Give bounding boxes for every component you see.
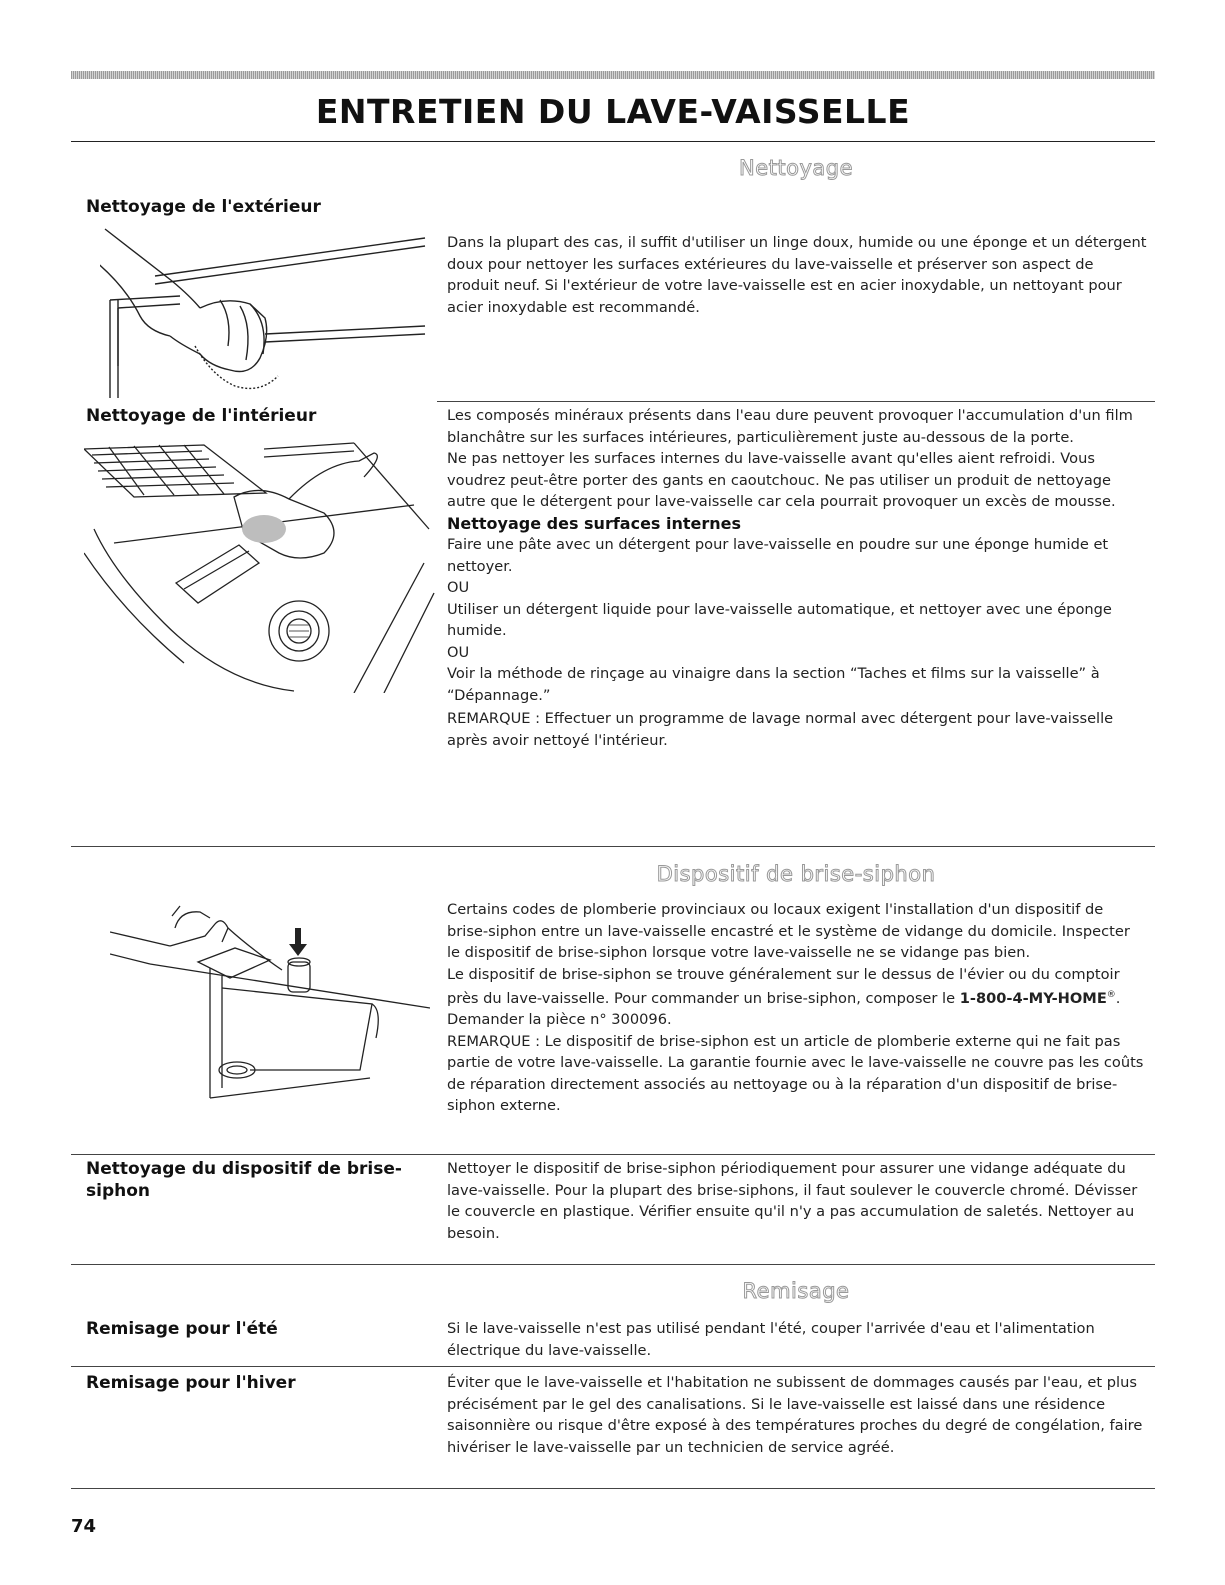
interior-paragraph-3: Faire une pâte avec un détergent pour lave-vaisselle en poudre sur une éponge humide et nettoyer. — [447, 536, 1109, 575]
air-gap-illustration — [110, 898, 430, 1108]
interior-paragraph-2: Ne pas nettoyer les surfaces internes du lave-vaisselle avant qu'elles aient refroidi. Vous voudrez peut-être porter des gants en caoutchouc. Ne pas utiliser un produit de nettoyage autre que le détergent pour lave-vaisselle car cela pourrait provoquer un excès de mousse. — [447, 450, 1116, 510]
page-title: ENTRETIEN DU LAVE-VAISSELLE — [315, 92, 911, 131]
interior-subheading: Nettoyage des surfaces internes — [447, 513, 742, 533]
section-title-air-gap: Dispositif de brise-siphon — [656, 862, 936, 886]
air-gap-paragraph-2-start: Le dispositif de brise-siphon se trouve généralement sur le dessus de l'évier ou du comptoir près du lave-vaisselle. Pour commander un brise-siphon, composer le — [447, 965, 1120, 1007]
title-rule — [71, 141, 1155, 142]
label-exterior-cleaning: Nettoyage de l'extérieur — [86, 197, 321, 217]
label-summer-storage: Remisage pour l'été — [86, 1319, 278, 1339]
exterior-divider — [437, 401, 1155, 402]
air-gap-paragraph-2-end: . Demander la pièce n° 300096. — [447, 989, 1121, 1029]
air-gap-text — [447, 899, 1147, 1117]
label-winter-storage: Remisage pour l'hiver — [86, 1373, 296, 1393]
air-gap-paragraph-2 — [447, 964, 1147, 1031]
winter-storage-rule — [71, 1366, 1155, 1367]
interior-paragraph-1: Les composés minéraux présents dans l'eau dure peuvent provoquer l'accumulation d'un film blanchâtre sur les surfaces intérieures, particulièrement juste au-dessous de la porte. — [447, 407, 1133, 446]
interior-paragraph-4: Utiliser un détergent liquide pour lave-vaisselle automatique, et nettoyer avec une éponge humide. — [447, 600, 1112, 639]
top-decorative-bar — [71, 71, 1155, 79]
interior-note: REMARQUE : Effectuer un programme de lavage normal avec détergent pour lave-vaisselle après avoir nettoyé l'intérieur. — [447, 710, 1114, 749]
phone-number: 1-800-4-MY-HOME — [959, 989, 1107, 1007]
air-gap-cleaning-text: Nettoyer le dispositif de brise-siphon périodiquement pour assurer une vidange adéquate du lave-vaisselle. Pour la plupart des brise-siphons, il faut soulever le couvercle chromé. Dévisser le couvercle en plastique. Vérifier ensuite qu'il n'y a pas accumulation de saletés. Nettoyer au besoin. — [447, 1160, 1138, 1242]
summer-storage-text: Si le lave-vaisselle n'est pas utilisé pendant l'été, couper l'arrivée d'eau et l'alimentation électrique du lave-vaisselle. — [447, 1320, 1095, 1359]
interior-cleaning-illustration — [84, 433, 436, 693]
registered-mark: ® — [1106, 990, 1116, 1000]
label-interior-cleaning: Nettoyage de l'intérieur — [86, 406, 317, 426]
air-gap-cleaning-rule — [71, 1154, 1155, 1155]
air-gap-section-rule — [71, 846, 1155, 847]
winter-storage-text: Éviter que le lave-vaisselle et l'habitation ne subissent de dommages causés par l'eau, et plus précisément par le gel des canalisations. Si le lave-vaisselle est laissé dans une résidence saisonnière ou risque d'être exposé à des températures proches du degré de congélation, faire hivériser le lave-vaisselle par un technicien de service agréé. — [447, 1374, 1143, 1456]
air-gap-note: REMARQUE : Le dispositif de brise-siphon est un article de plomberie externe qui ne fait pas partie de votre lave-vaisselle. La garantie fournie avec le lave-vaisselle ne couvre pas les coûts de réparation directement associés au nettoyage ou à la réparation d'un dispositif de brise-siphon externe. — [447, 1032, 1144, 1115]
exterior-cleaning-text: Dans la plupart des cas, il suffit d'utiliser un linge doux, humide ou une éponge et un détergent doux pour nettoyer les surfaces extérieures du lave-vaisselle et préserver son aspect de produit neuf. Si l'extérieur de votre lave-vaisselle est en acier inoxydable, un nettoyant pour acier inoxydable est recommandé. — [447, 234, 1147, 316]
storage-section-rule — [71, 1264, 1155, 1265]
interior-paragraph-5: Voir la méthode de rinçage au vinaigre dans la section “Taches et films sur la vaisselle” à “Dépannage.” — [447, 665, 1100, 704]
section-title-nettoyage: Nettoyage — [739, 156, 853, 180]
page-number: 74 — [71, 1516, 97, 1537]
interior-or-2: OU — [447, 643, 470, 661]
interior-cleaning-text — [447, 405, 1147, 751]
air-gap-paragraph-1: Certains codes de plomberie provinciaux ou locaux exigent l'installation d'un dispositif de brise-siphon entre un lave-vaisselle encastré et le système de vidange du domicile. Inspecter le dispositif de brise-siphon lorsque votre lave-vaisselle ne se vidange pas bien. — [447, 901, 1130, 961]
bottom-rule — [71, 1488, 1155, 1489]
section-title-storage: Remisage — [742, 1279, 850, 1303]
label-air-gap-cleaning: Nettoyage du dispositif de brise-siphon — [86, 1159, 402, 1201]
exterior-cleaning-illustration — [100, 226, 430, 401]
interior-or-1: OU — [447, 579, 470, 596]
